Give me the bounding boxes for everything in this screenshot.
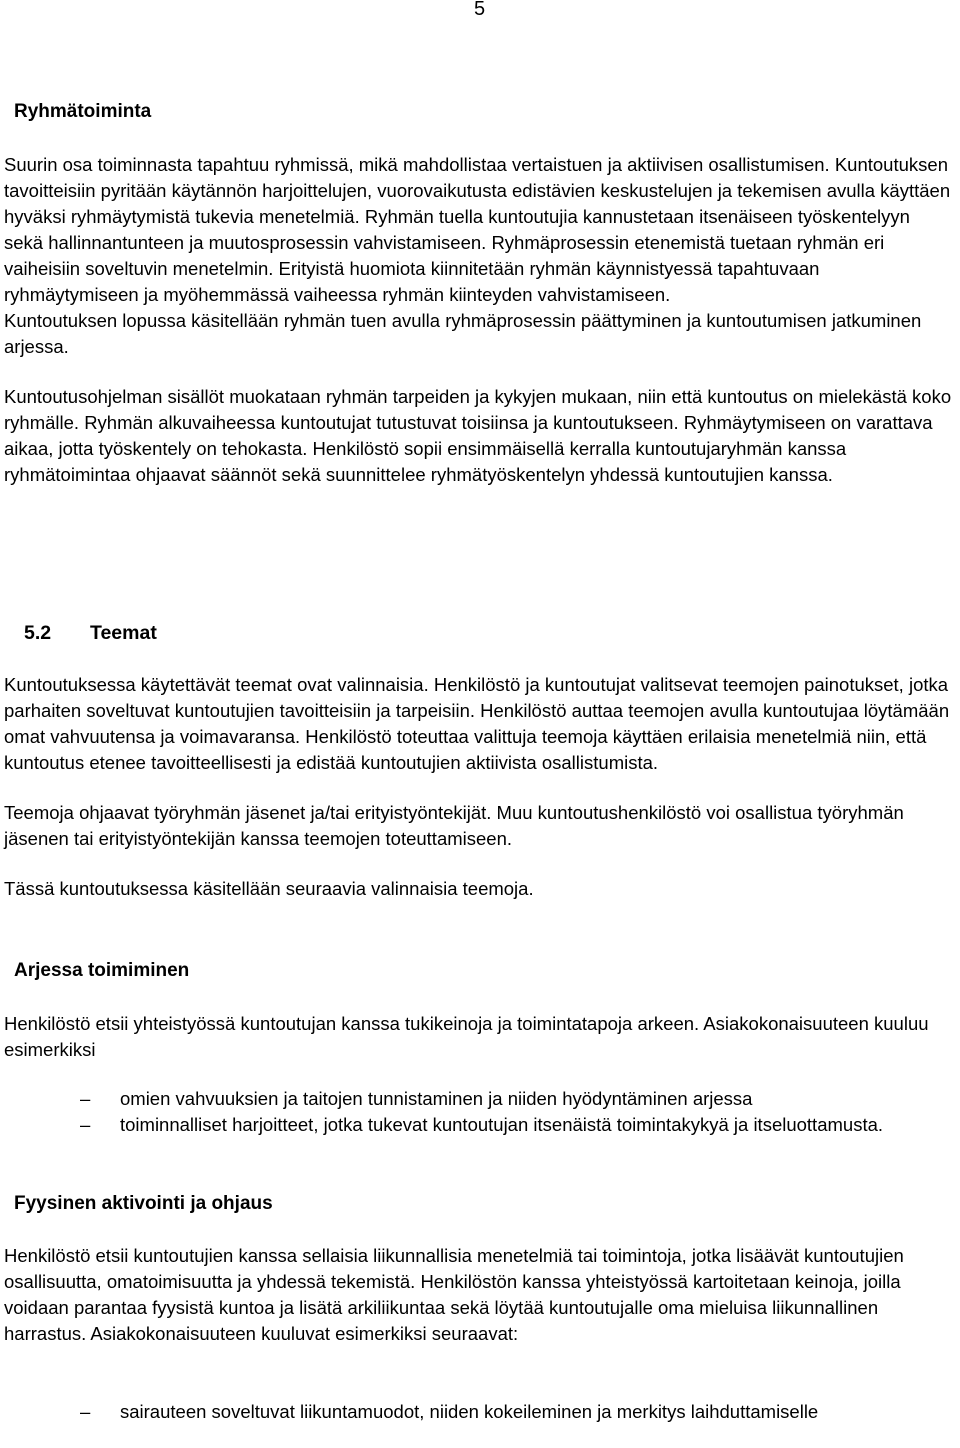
heading-ryhmatoiminta: Ryhmätoiminta	[14, 101, 152, 122]
heading-fyysinen-aktivointi: Fyysinen aktivointi ja ohjaus	[14, 1193, 273, 1214]
ryhmatoiminta-text	[4, 152, 952, 488]
fyysinen-list	[80, 1399, 958, 1425]
paragraph: Teemoja ohjaavat työryhmän jäsenet ja/tai erityistyöntekijät. Muu kuntoutushenkilöstö voi osallistua työryhmän jäsenen tai erityistyöntekijän kanssa teemojen toteuttamiseen.	[4, 802, 904, 849]
heading-arjessa-toimiminen: Arjessa toimiminen	[14, 960, 190, 981]
paragraph: Henkilöstö etsii kuntoutujien kanssa sellaisia liikunnallisia menetelmiä tai toimintoja, jotka lisäävät kuntoutujien osallisuutta, omatoimisuutta ja yhdessä tekemistä. Henkilöstön kanssa yhteistyössä kartoitetaan keinoja, joilla voidaan parantaa fyysistä kuntoa ja lisätä arkiliikuntaa sekä löytää kuntoutujalle oma mieluisa liikunnallinen harrastus. Asiakokonaisuuteen kuuluvat esimerkiksi seuraavat:	[4, 1245, 904, 1344]
list-item	[80, 1399, 958, 1425]
arjessa-list	[80, 1086, 958, 1138]
dash-bullet: –	[80, 1114, 91, 1135]
list-item	[80, 1086, 958, 1112]
paragraph: Kuntoutuksessa käytettävät teemat ovat valinnaisia. Henkilöstö ja kuntoutujat valitsevat teemojen painotukset, jotka parhaiten soveltuvat kuntoutujien tavoitteisiin ja tarpeisiin. Henkilöstö auttaa teemojen avulla kuntoutujaa löytämään omat vahvuutensa ja voimavaransa. Henkilöstö toteuttaa valittuja teemoja käyttäen erilaisia menetelmiä niin, että kuntoutus etenee tavoitteellisesti ja edistää kuntoutujien aktiivista osallistumista.	[4, 674, 950, 773]
section-heading-teemat	[24, 620, 157, 646]
paragraph: Tässä kuntoutuksessa käsitellään seuraavia valinnaisia teemoja.	[4, 878, 534, 899]
dash-bullet: –	[80, 1401, 91, 1422]
page-number: 5	[474, 0, 486, 20]
section-title: Teemat	[90, 622, 157, 644]
arjessa-text	[4, 1011, 952, 1063]
paragraph: Suurin osa toiminnasta tapahtuu ryhmissä, mikä mahdollistaa vertaistuen ja aktiivisen osallistumisen. Kuntoutuksen tavoitteisiin pyritään käytännön harjoittelujen, vuorovaikutusta edistävien keskustelujen ja tekemisen avulla käyttäen hyväksi ryhmäytymistä tukevia menetelmiä. Ryhmän tuella kuntoutujia kannustetaan itsenäiseen työskentelyyn sekä hallinnantunteen ja muutosprosessin vahvistamiseen. Ryhmäprosessin etenemistä tuetaan ryhmän eri vaiheisiin soveltuvin menetelmin. Erityistä huomiota kiinnitetään ryhmän käynnistyessä tapahtuvaan ryhmäytymiseen ja myöhemmässä vaiheessa ryhmän kiinteyden vahvistamiseen.	[4, 154, 951, 305]
fyysinen-text	[4, 1243, 952, 1347]
list-item-text: sairauteen soveltuvat liikuntamuodot, niiden kokeileminen ja merkitys laihduttamiselle	[120, 1401, 819, 1422]
paragraph: Henkilöstö etsii yhteistyössä kuntoutujan kanssa tukikeinoja ja toimintatapoja arkeen. Asiakokonaisuuteen kuuluu esimerkiksi	[4, 1013, 929, 1060]
list-item-text: omien vahvuuksien ja taitojen tunnistaminen ja niiden hyödyntäminen arjessa	[120, 1088, 753, 1109]
list-item	[80, 1112, 958, 1138]
section-number: 5.2	[24, 622, 52, 644]
paragraph: Kuntoutusohjelman sisällöt muokataan ryhmän tarpeiden ja kykyjen mukaan, niin että kuntoutus on mielekästä koko ryhmälle. Ryhmän alkuvaiheessa kuntoutujat tutustuvat toisiinsa ja kuntoutukseen. Ryhmäytymiseen on varattava aikaa, jotta työskentely on tehokasta. Henkilöstö sopii ensimmäisellä kerralla kuntoutujaryhmän kanssa ryhmätoimintaa ohjaavat säännöt sekä suunnittelee ryhmätyöskentelyn yhdessä kuntoutujien kanssa.	[4, 386, 952, 485]
list-item-text: toiminnalliset harjoitteet, jotka tukevat kuntoutujan itsenäistä toimintakykyä ja itseluottamusta.	[120, 1114, 884, 1135]
dash-bullet: –	[80, 1088, 91, 1109]
paragraph: Kuntoutuksen lopussa käsitellään ryhmän tuen avulla ryhmäprosessin päättyminen ja kuntoutumisen jatkuminen arjessa.	[4, 310, 922, 357]
teemat-text	[4, 672, 952, 902]
